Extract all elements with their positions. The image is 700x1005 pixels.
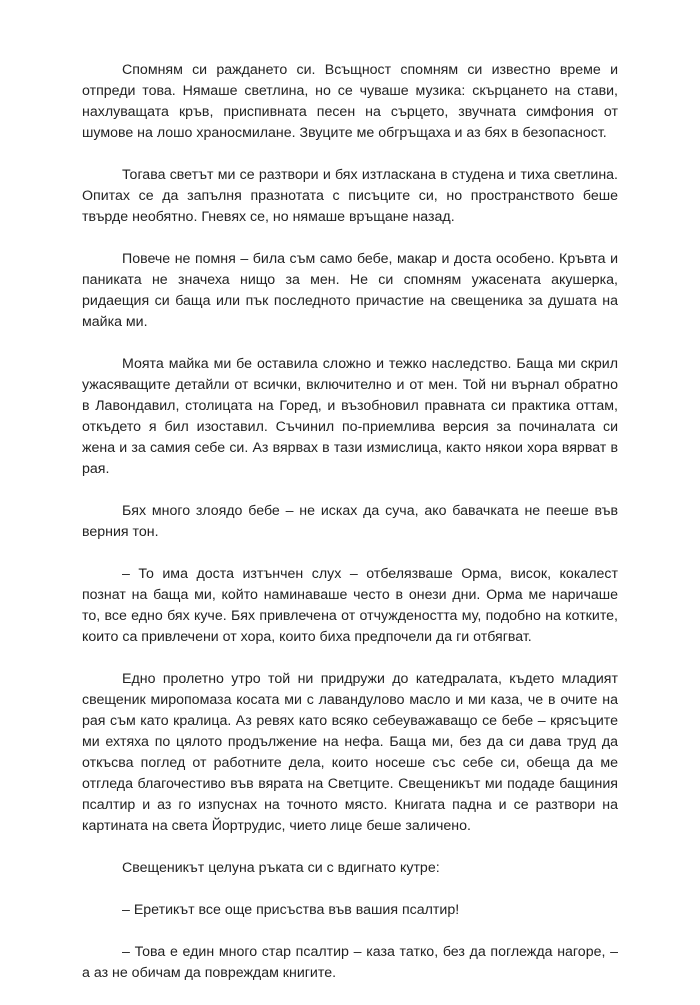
paragraph: Спомням си раждането си. Всъщност спомням си известно време и отпреди това. Нямаше светлина, но се чуваше музика: скърцането на стави, нахлуващата кръв, приспивната песен на сърцето, звучната симфония от шумове на лошо храносмилане. Звуците ме обгръщаха и аз бях в безопасност. (82, 62, 618, 141)
paragraph: Повече не помня – била съм само бебе, макар и доста особено. Кръвта и паниката не значеха нищо за мен. Не си спомням ужасената акушерка, ридаещия си баща или пък последното причастие на свещеника за душата на майка ми. (82, 251, 618, 330)
document-body (82, 60, 618, 1005)
paragraph: Тогава светът ми се разтвори и бях изтласкана в студена и тиха светлина. Опитах се да запълня празнотата с писъците си, но пространството беше твърде необятно. Гневях се, но нямаше връщане назад. (82, 167, 618, 225)
paragraph: Свещеникът целуна ръката си с вдигнато кутре: (122, 860, 440, 876)
paragraph: Едно пролетно утро той ни придружи до катедралата, където младият свещеник миропомаза косата ми с лавандулово масло и ми каза, че в очите на рая съм като кралица. Аз ревях като всяко себеуважаващо се бебе – крясъците ми ехтяха по цялото продължение на нефа. Баща ми, без да си дава труд да откъсва поглед от работните дела, които носеше със себе си, обеща да ме отгледа благочестиво във вярата на Светците. Свещеникът ми подаде бащиния псалтир и аз го изпуснах на точното място. Книгата падна и се разтвори на картината на света Йортрудис, чието лице беше заличено. (82, 671, 618, 834)
paragraph: – Еретикът все още присъства във вашия псалтир! (122, 902, 460, 918)
paragraph: – Това е един много стар псалтир – каза татко, без да поглежда нагоре, – а аз не обичам да повреждам книгите. (82, 944, 618, 981)
paragraph: Моята майка ми бе оставила сложно и тежко наследство. Баща ми скрил ужасяващите детайли от всички, включително и от мен. Той ни върнал обратно в Лавондавил, столицата на Горед, и възобновил правната си практика оттам, откъдето я бил изоставил. Съчинил по-приемлива версия за починалата си жена и за самия себе си. Аз вярвах в тази измислица, както някои хора вярват в рая. (82, 356, 618, 477)
paragraph: – То има доста изтънчен слух – отбелязваше Орма, висок, кокалест познат на баща ми, който наминаваше често в онези дни. Орма ме наричаше то, все едно бях куче. Бях привлечена от отчуждеността му, подобно на котките, които са привлечени от хора, които биха предпочели да ги отбягват. (82, 566, 618, 645)
paragraph: Бях много злоядо бебе – не исках да суча, ако бавачката не пееше във верния тон. (82, 503, 618, 540)
